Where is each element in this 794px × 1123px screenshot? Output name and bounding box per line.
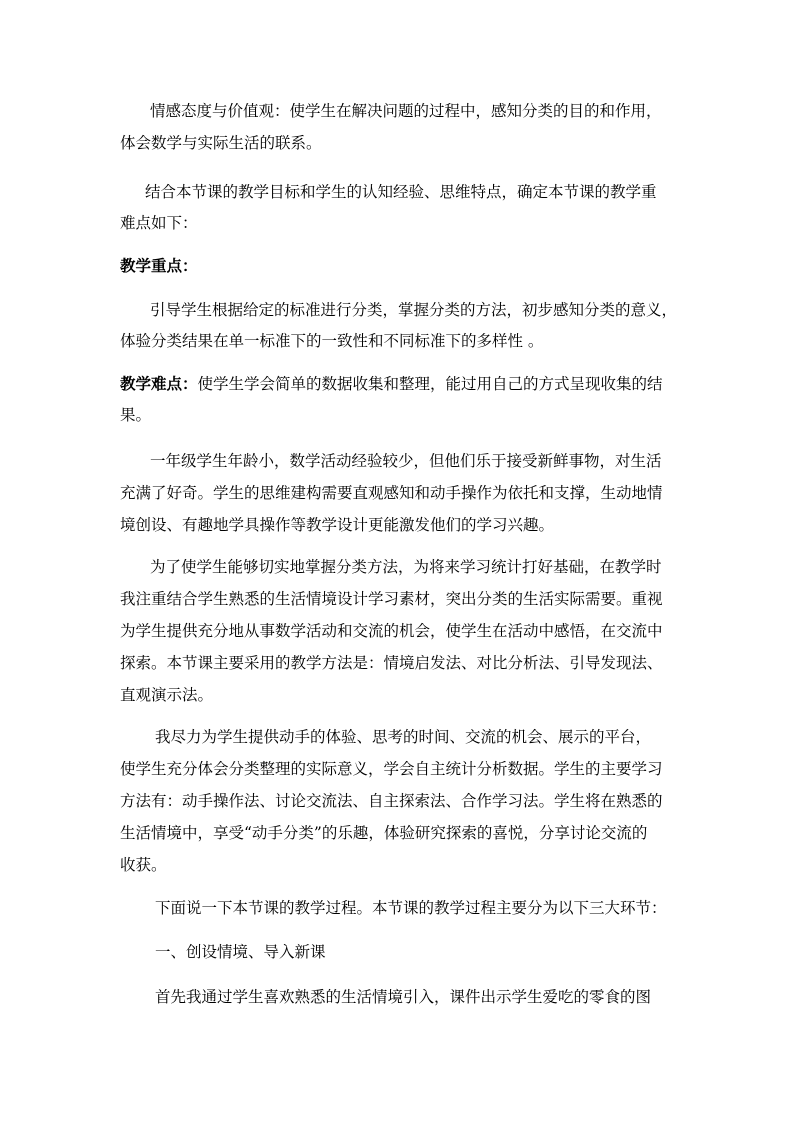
paragraph-3-line-2: 体验分类结果在单一标准下的一致性和不同标准下的多样性 。	[120, 332, 544, 350]
paragraph-5-line-4: 探索。本节课主要采用的教学方法是：情境启发法、对比分析法、引导发现法、	[120, 654, 663, 672]
paragraph-1-line-2: 体会数学与实际生活的联系。	[120, 134, 322, 152]
paragraph-8: 首先我通过学生喜欢熟悉的生活情境引入，课件出示学生爱吃的零食的图	[155, 988, 652, 1006]
paragraph-6-line-5: 收获。	[120, 856, 167, 874]
paragraph-6-line-3: 方法有：动手操作法、讨论交流法、自主探索法、合作学习法。学生将在熟悉的	[120, 792, 663, 810]
paragraph-6-line-2: 使学生充分体会分类整理的实际意义，学会自主统计分析数据。学生的主要学习	[120, 760, 663, 778]
paragraph-5-line-2: 我注重结合学生熟悉的生活情境设计学习素材，突出分类的生活实际需要。重视	[120, 590, 663, 608]
paragraph-3-line-1: 引导学生根据给定的标准进行分类，掌握分类的方法，初步感知分类的意义，	[150, 301, 678, 319]
paragraph-5-line-5: 直观演示法。	[120, 686, 214, 704]
paragraph-4-line-3: 境创设、有趣地学具操作等教学设计更能激发他们的学习兴趣。	[120, 516, 555, 534]
difficulty-line-1	[120, 374, 663, 394]
paragraph-1-line-1: 情感态度与价值观：使学生在解决问题的过程中，感知分类的目的和作用，	[150, 102, 662, 120]
paragraph-4-line-2: 充满了好奇。学生的思维建构需要直观感知和动手操作为依托和支撑，生动地情	[120, 484, 663, 502]
paragraph-6-line-4: 生活情境中，享受“动手分类”的乐趣，体验研究探索的喜悦，分享讨论交流的	[120, 824, 648, 842]
paragraph-5-line-1: 为了使学生能够切实地掌握分类方法，为将来学习统计打好基础，在教学时	[150, 558, 662, 576]
paragraph-7: 下面说一下本节课的教学过程。本节课的教学过程主要分为以下三大环节：	[155, 899, 667, 917]
paragraph-2-line-2: 难点如下：	[120, 214, 198, 232]
paragraph-4-line-1: 一年级学生年龄小，数学活动经验较少，但他们乐于接受新鲜事物，对生活	[150, 452, 662, 470]
paragraph-6-line-1: 我尽力为学生提供动手的体验、思考的时间、交流的机会、展示的平台，	[155, 728, 652, 746]
difficulty-label: 教学难点：	[120, 374, 198, 393]
difficulty-line-2: 果。	[120, 406, 152, 424]
paragraph-2-line-1: 结合本节课的教学目标和学生的认知经验、思维特点，确定本节课的教学重	[145, 183, 657, 201]
focus-heading: 教学重点：	[120, 256, 198, 275]
paragraph-5-line-3: 为学生提供充分地从事数学活动和交流的机会，使学生在活动中感悟，在交流中	[120, 622, 663, 640]
difficulty-text: 使学生学会简单的数据收集和整理，能过用自己的方式呈现收集的结	[197, 375, 663, 393]
section-heading-1: 一、创设情境、导入新课	[155, 943, 326, 961]
